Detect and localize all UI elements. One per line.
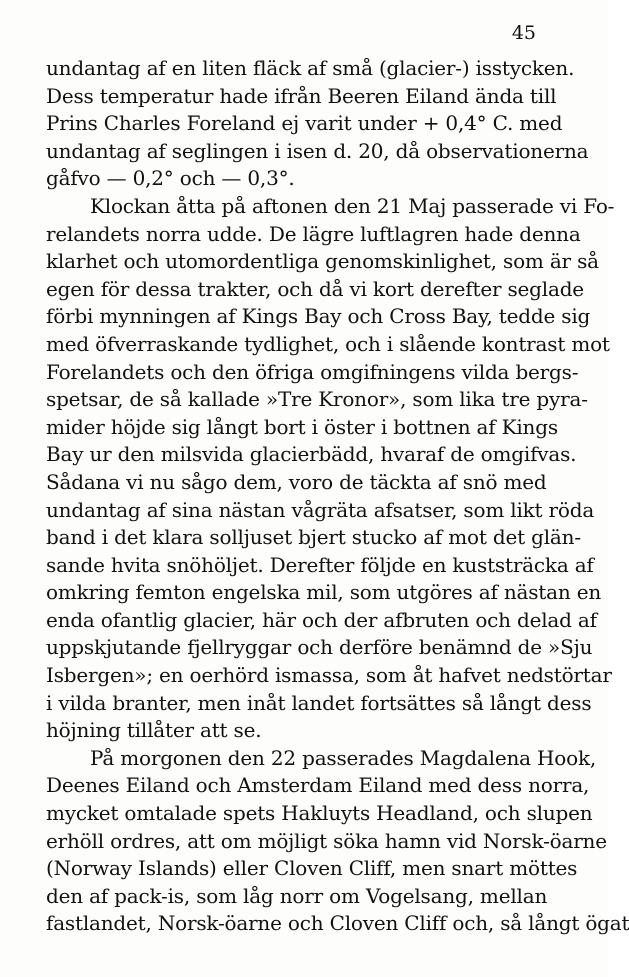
text-line: band i det klara solljuset bjert stucko af mot det glän- [46, 525, 581, 550]
text-line: Deenes Eiland och Amsterdam Eiland med dess norra, [46, 773, 590, 798]
text-line: Dess temperatur hade ifrån Beeren Eiland ända till [46, 83, 557, 108]
text-line: mider höjde sig långt bort i öster i bottnen af Kings [46, 414, 558, 439]
text-line: gåfvo — 0,2° och — 0,3°. [46, 166, 295, 191]
body-text [46, 55, 629, 938]
paragraph [46, 745, 629, 938]
text-line: undantag af seglingen i isen d. 20, då observationerna [46, 138, 589, 163]
text-line: höjning tillåter att se. [46, 718, 262, 743]
text-line: klarhet och utomordentliga genomskinlighet, som är så [46, 249, 599, 274]
text-line: omkring femton engelska mil, som utgöres af nästan en [46, 580, 602, 605]
text-line: Isbergen»; en oerhörd ismassa, som åt hafvet nedstörtar [46, 663, 612, 688]
text-line: relandets norra udde. De lägre luftlagren hade denna [46, 221, 581, 246]
text-line: mycket omtalade spets Hakluyts Headland, och slupen [46, 801, 593, 826]
text-line: (Norway Islands) eller Cloven Cliff, men snart möttes [46, 856, 578, 881]
text-line: med öfverraskande tydlighet, och i slående kontrast mot [46, 331, 610, 356]
text-line: Klockan åtta på aftonen den 21 Maj passerade vi Fo- [90, 193, 615, 218]
text-line: fastlandet, Norsk-öarne och Cloven Cliff och, så långt ögat [46, 911, 629, 936]
paragraph [46, 193, 615, 745]
text-line: sande hvita snöhöljet. Derefter följde en kuststräcka af [46, 552, 594, 577]
text-line: erhöll ordres, att om möjligt söka hamn vid Norsk-öarne [46, 828, 607, 853]
text-line: Prins Charles Foreland ej varit under + 0,4° C. med [46, 111, 563, 136]
paragraph [46, 55, 589, 193]
text-line: undantag af en liten fläck af små (glacier-) isstycken. [46, 56, 575, 80]
text-line: i vilda branter, men inåt landet fortsättes så långt dess [46, 690, 592, 715]
text-line: Forelandets och den öfriga omgifningens vilda bergs- [46, 359, 579, 384]
text-line: egen för dessa trakter, och då vi kort derefter seglade [46, 276, 584, 301]
text-line: förbi mynningen af Kings Bay och Cross Bay, tedde sig [46, 304, 591, 329]
text-line: undantag af sina nästan vågräta afsatser, som likt röda [46, 497, 595, 522]
text-line: På morgonen den 22 passerades Magdalena Hook, [90, 745, 597, 770]
page-number: 45 [511, 22, 536, 44]
text-line: enda ofantlig glacier, här och der afbruten och delad af [46, 607, 597, 632]
text-line: Bay ur den milsvida glacierbädd, hvaraf de omgifvas. [46, 442, 577, 467]
text-line: den af pack-is, som låg norr om Vogelsang, mellan [46, 883, 548, 908]
text-line: Sådana vi nu sågo dem, voro de täckta af snö med [46, 469, 547, 494]
text-line: spetsar, de så kallade »Tre Kronor», som lika tre pyra- [46, 387, 588, 412]
text-line: uppskjutande fjellryggar och derföre benämnd de »Sju [46, 635, 593, 660]
